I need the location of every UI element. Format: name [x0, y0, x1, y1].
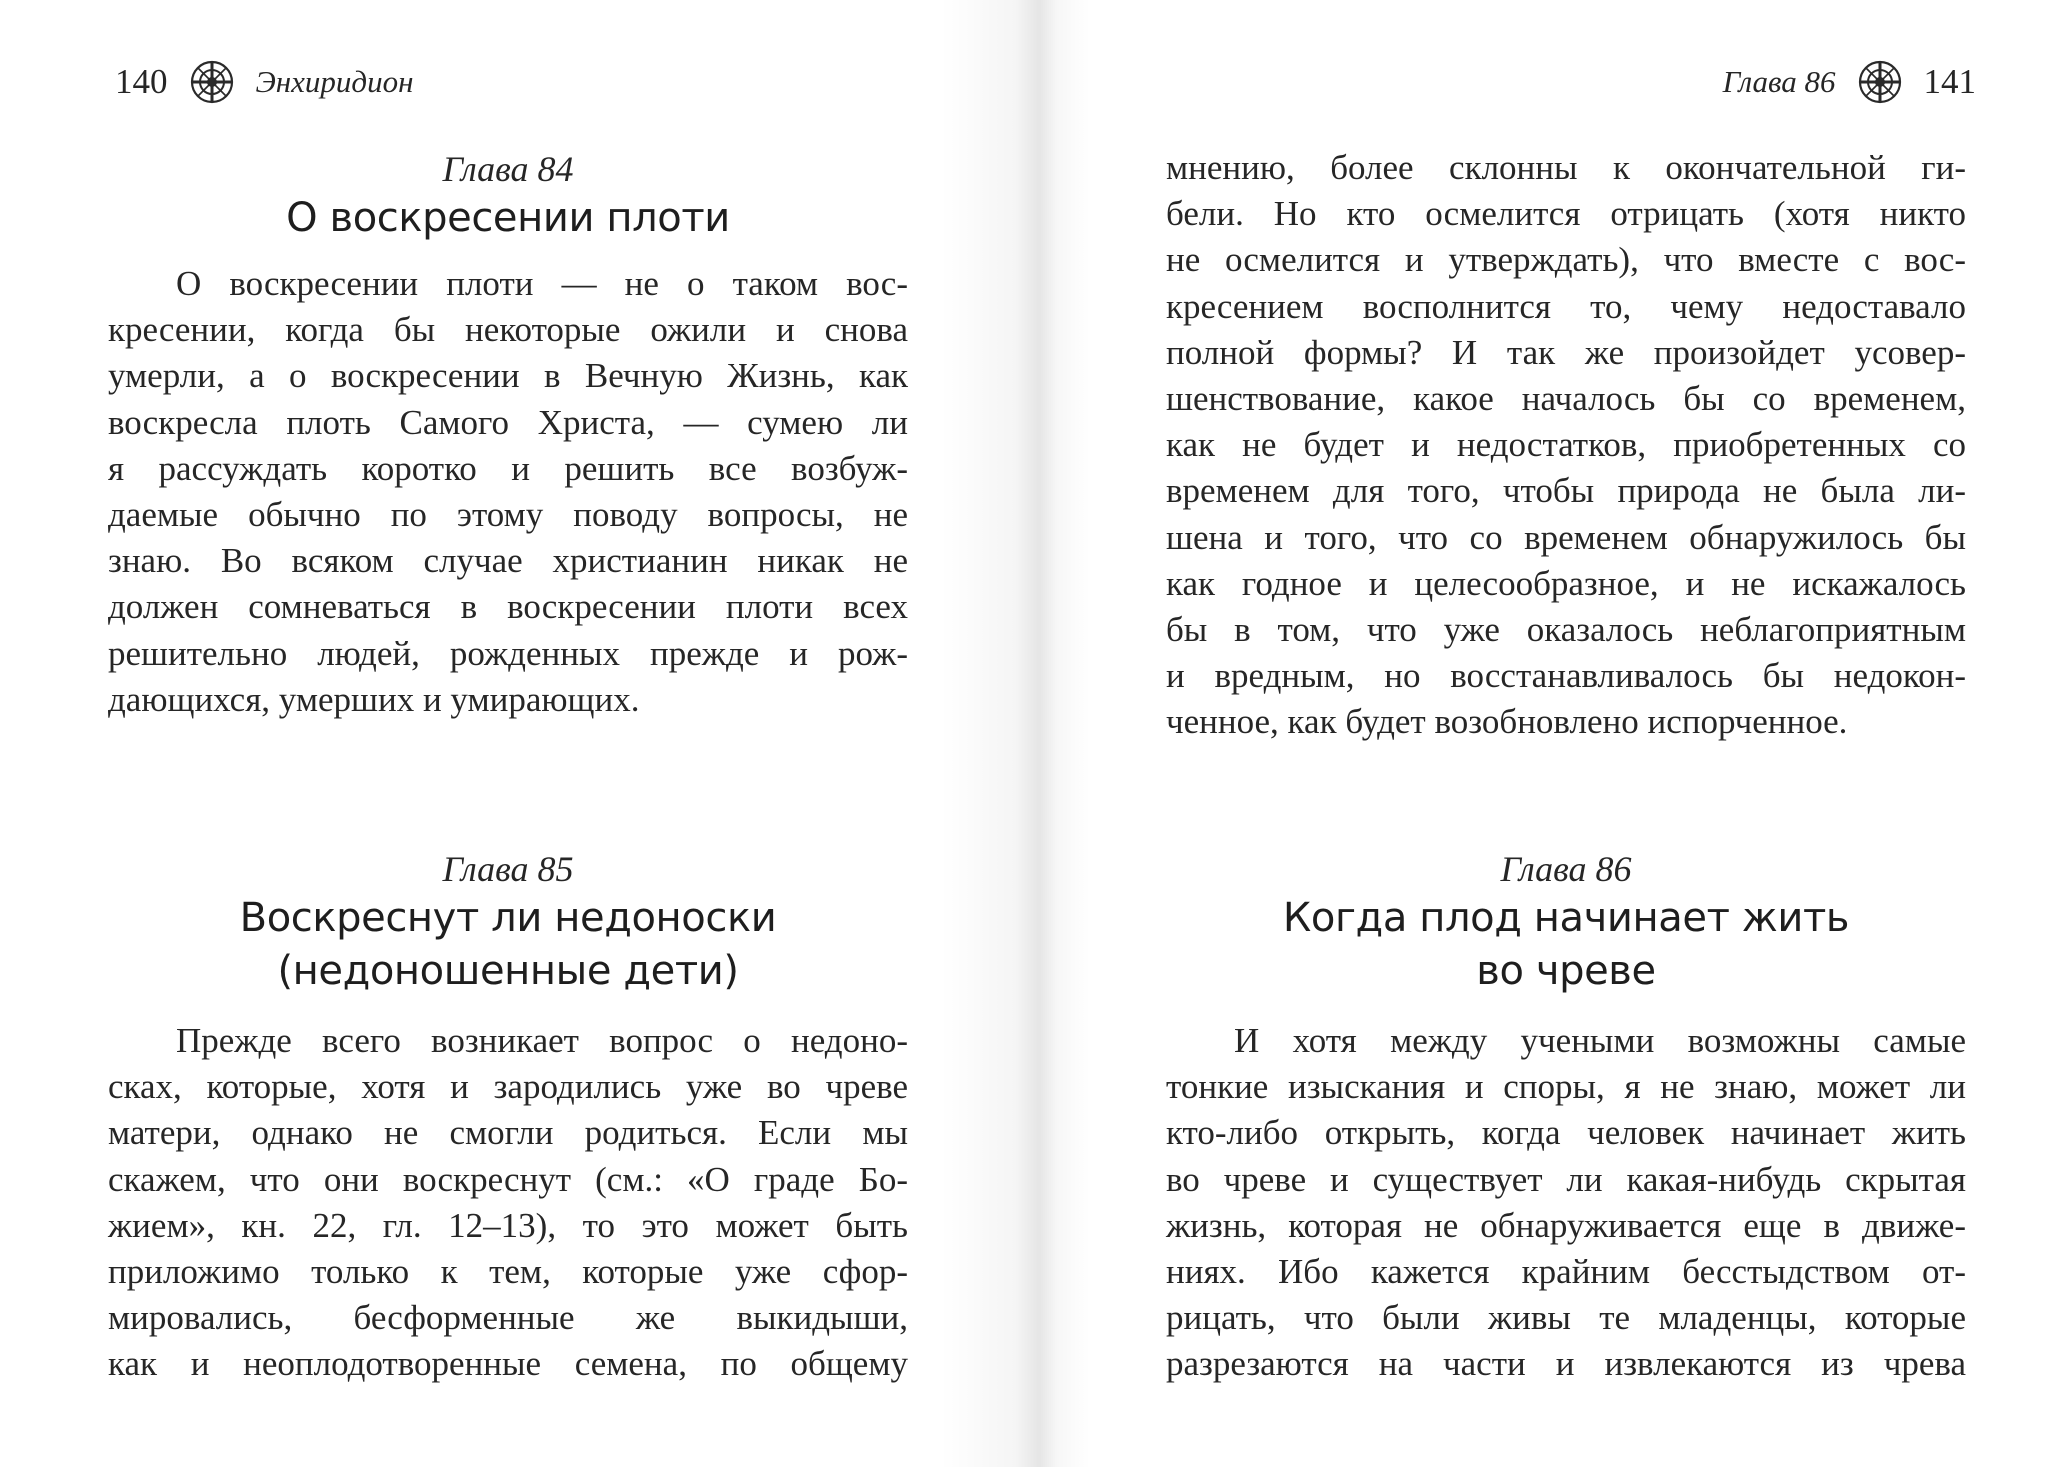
celtic-cross-icon	[1858, 60, 1902, 104]
text-line: не осмелится и утверждать), что вместе с вос-	[1166, 240, 1966, 280]
continuation-paragraph	[1166, 145, 1966, 746]
text-line: матери, однако не смогли родиться. Если мы	[108, 1113, 908, 1153]
chapter-85-title	[108, 892, 908, 998]
left-running-head	[115, 58, 414, 106]
text-line: сках, которые, хотя и зародились уже во чреве	[108, 1067, 908, 1107]
chapter-85-paragraph	[108, 1018, 908, 1388]
text-line: временем для того, чтобы природа не была ли-	[1166, 471, 1966, 511]
right-running-title: Глава 86	[1722, 64, 1836, 99]
text-line: жием», кн. 22, гл. 12–13), то это может быть	[108, 1205, 908, 1245]
right-page-number: 141	[1923, 62, 1976, 101]
chapter-84-label: Глава 84	[442, 149, 574, 189]
chapter-85-title-line: Воскреснут ли недоноски	[239, 895, 777, 941]
text-line: И хотя между учеными возможны самые	[1234, 1021, 1966, 1060]
text-line: должен сомневаться в воскресении плоти всех	[108, 587, 908, 627]
chapter-86	[1166, 846, 1966, 1388]
text-line: знаю. Во всяком случае христианин никак не	[108, 541, 908, 581]
chapter-85-title-line: (недоношенные дети)	[277, 948, 739, 994]
left-page	[0, 0, 1010, 1467]
text-line: как годное и целесообразное, и не искажалось	[1166, 563, 1966, 603]
chapter-84-title: О воскресении плоти	[286, 195, 730, 241]
text-line: во чреве и существует ли какая-нибудь скрытая	[1166, 1159, 1966, 1199]
text-line: даемые обычно по этому поводу вопросы, не	[108, 495, 908, 535]
text-line: полной формы? И так же произойдет усовер-	[1166, 332, 1966, 372]
chapter-86-paragraph	[1166, 1018, 1966, 1388]
text-line: дающихся, умерших и умирающих.	[108, 679, 640, 719]
text-line: воскресла плоть Самого Христа, — сумею ли	[108, 402, 908, 442]
text-line: скажем, что они воскреснут (см.: «О граде Бо-	[108, 1159, 908, 1199]
celtic-cross-icon	[190, 60, 234, 104]
text-line: кто-либо открыть, когда человек начинает жить	[1166, 1113, 1966, 1153]
text-line: умерли, а о воскресении в Вечную Жизнь, как	[108, 356, 908, 396]
text-line: как не будет и недостатков, приобретенных со	[1166, 425, 1966, 465]
text-line: Прежде всего возникает вопрос о недоно-	[176, 1021, 908, 1060]
chapter-86-label: Глава 86	[1500, 849, 1632, 889]
text-line: тонкие изыскания и споры, я не знаю, может ли	[1166, 1067, 1966, 1107]
text-line: шенствование, какое началось бы со временем,	[1166, 379, 1966, 419]
text-line: рицать, что были живы те младенцы, которые	[1166, 1298, 1966, 1338]
text-line: приложимо только к тем, которые уже сфор-	[108, 1252, 908, 1292]
text-line: ниях. Ибо кажется крайним бесстыдством от-	[1166, 1252, 1966, 1292]
text-line: разрезаются на части и извлекаются из чрева	[1166, 1344, 1966, 1384]
right-running-head	[1723, 58, 1976, 106]
left-running-title: Энхиридион	[255, 64, 414, 99]
text-line: как и неоплодотворенные семена, по общему	[108, 1344, 908, 1384]
text-line: мировались, бесформенные же выкидыши,	[108, 1298, 908, 1338]
text-line: О воскресении плоти — не о таком вос-	[176, 264, 908, 303]
chapter-85-continuation	[1166, 145, 1966, 746]
text-line: жизнь, которая не обнаруживается еще в движе-	[1166, 1205, 1966, 1245]
chapter-86-title-line: Когда плод начинает жить	[1282, 895, 1850, 941]
text-line: я рассуждать коротко и решить все возбуж-	[108, 448, 908, 488]
chapter-86-title-line: во чреве	[1476, 948, 1656, 994]
text-line: ченное, как будет возобновлено испорченное.	[1166, 702, 1848, 742]
chapter-84	[108, 146, 908, 723]
text-line: кресением восполнится то, чему недоставало	[1166, 286, 1966, 326]
text-line: шена и того, что со временем обнаружилось бы	[1166, 517, 1966, 557]
right-page	[1010, 0, 2048, 1467]
chapter-84-paragraph	[108, 261, 908, 723]
text-line: решительно людей, рожденных прежде и рож-	[108, 633, 908, 673]
text-line: и вредным, но восстанавливалось бы недокон-	[1166, 656, 1966, 696]
chapter-85-label: Глава 85	[442, 849, 574, 889]
chapter-86-title	[1166, 892, 1966, 998]
text-line: кресении, когда бы некоторые ожили и снова	[108, 310, 908, 350]
text-line: бели. Но кто осмелится отрицать (хотя никто	[1166, 194, 1966, 234]
text-line: мнению, более склонны к окончательной ги-	[1166, 148, 1966, 187]
chapter-85	[108, 846, 908, 1388]
left-page-number: 140	[115, 62, 168, 101]
text-line: бы в том, что уже оказалось неблагоприятным	[1166, 610, 1966, 650]
